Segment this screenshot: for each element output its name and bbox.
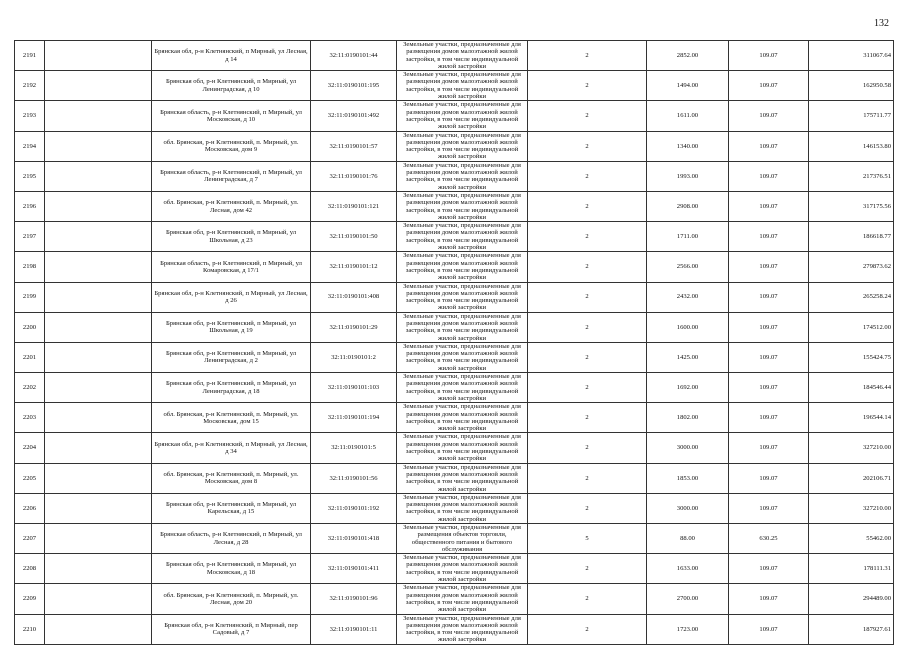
area-cell: 2432.00 — [647, 282, 729, 312]
land-use-cell: Земельные участки, предназначенные для размещения домов малоэтажной жилой застройки, в том числе индивидуальной жилой застройки — [397, 493, 528, 523]
table-row — [15, 71, 894, 101]
area-cell: 2566.00 — [647, 252, 729, 282]
row-number: 2210 — [15, 614, 45, 644]
land-use-cell: Земельные участки, предназначенные для размещения домов малоэтажной жилой застройки, в том числе индивидуальной жилой застройки — [397, 373, 528, 403]
spacer-cell — [45, 282, 152, 312]
row-number: 2199 — [15, 282, 45, 312]
category-cell: 2 — [528, 222, 647, 252]
area-cell: 1600.00 — [647, 312, 729, 342]
category-cell: 2 — [528, 373, 647, 403]
category-cell: 2 — [528, 554, 647, 584]
land-use-cell: Земельные участки, предназначенные для размещения домов малоэтажной жилой застройки, в том числе индивидуальной жилой застройки — [397, 463, 528, 493]
land-use-cell: Земельные участки, предназначенные для размещения домов малоэтажной жилой застройки, в том числе индивидуальной жилой застройки — [397, 222, 528, 252]
table-body — [15, 41, 894, 645]
address-cell: обл. Брянская, р-н Клетнянский, п. Мирный, ул. Лесная, дом 20 — [152, 584, 311, 614]
land-use-cell: Земельные участки, предназначенные для размещения домов малоэтажной жилой застройки, в том числе индивидуальной жилой застройки — [397, 584, 528, 614]
table-row — [15, 373, 894, 403]
category-cell: 2 — [528, 71, 647, 101]
cadastral-number-cell: 32:11:0190101:57 — [311, 131, 397, 161]
category-cell: 2 — [528, 131, 647, 161]
spacer-cell — [45, 554, 152, 584]
area-cell: 3000.00 — [647, 493, 729, 523]
land-use-cell: Земельные участки, предназначенные для размещения домов малоэтажной жилой застройки, в том числе индивидуальной жилой застройки — [397, 554, 528, 584]
spacer-cell — [45, 71, 152, 101]
area-cell: 1723.00 — [647, 614, 729, 644]
spacer-cell — [45, 373, 152, 403]
address-cell: Брянская обл, р-н Клетнянский, п Мирный, ул Лесная, д 26 — [152, 282, 311, 312]
cadastral-value-cell: 146153.80 — [809, 131, 894, 161]
area-cell: 3000.00 — [647, 433, 729, 463]
land-use-cell: Земельные участки, предназначенные для размещения домов малоэтажной жилой застройки, в том числе индивидуальной жилой застройки — [397, 342, 528, 372]
address-cell: обл. Брянская, р-н Клетнянский, п. Мирный, ул. Московская, дом 8 — [152, 463, 311, 493]
table-row — [15, 191, 894, 221]
area-cell: 1993.00 — [647, 161, 729, 191]
table-row — [15, 312, 894, 342]
spacer-cell — [45, 403, 152, 433]
spacer-cell — [45, 584, 152, 614]
unit-value-cell: 109.07 — [729, 403, 809, 433]
spacer-cell — [45, 131, 152, 161]
category-cell: 2 — [528, 493, 647, 523]
area-cell: 1853.00 — [647, 463, 729, 493]
cadastral-number-cell: 32:11:0190101:192 — [311, 493, 397, 523]
address-cell: Брянская обл, р-н Клетнянский, п Мирный, ул Школьная, д 19 — [152, 312, 311, 342]
unit-value-cell: 109.07 — [729, 101, 809, 131]
row-number: 2204 — [15, 433, 45, 463]
row-number: 2192 — [15, 71, 45, 101]
row-number: 2195 — [15, 161, 45, 191]
category-cell: 2 — [528, 312, 647, 342]
land-use-cell: Земельные участки, предназначенные для размещения домов малоэтажной жилой застройки, в том числе индивидуальной жилой застройки — [397, 161, 528, 191]
cadastral-number-cell: 32:11:0190101:11 — [311, 614, 397, 644]
unit-value-cell: 109.07 — [729, 161, 809, 191]
cadastral-number-cell: 32:11:0190101:5 — [311, 433, 397, 463]
row-number: 2200 — [15, 312, 45, 342]
cadastral-number-cell: 32:11:0190101:50 — [311, 222, 397, 252]
cadastral-value-cell: 186618.77 — [809, 222, 894, 252]
row-number: 2203 — [15, 403, 45, 433]
cadastral-number-cell: 32:11:0190101:44 — [311, 41, 397, 71]
row-number: 2197 — [15, 222, 45, 252]
category-cell: 2 — [528, 614, 647, 644]
land-use-cell: Земельные участки, предназначенные для размещения домов малоэтажной жилой застройки, в том числе индивидуальной жилой застройки — [397, 433, 528, 463]
cadastral-number-cell: 32:11:0190101:195 — [311, 71, 397, 101]
area-cell: 1340.00 — [647, 131, 729, 161]
address-cell: Брянская обл, р-н Клетнянский, п Мирный, ул Ленинградская, д 2 — [152, 342, 311, 372]
area-cell: 1611.00 — [647, 101, 729, 131]
area-cell: 2852.00 — [647, 41, 729, 71]
table-row — [15, 101, 894, 131]
cadastral-number-cell: 32:11:0190101:408 — [311, 282, 397, 312]
row-number: 2194 — [15, 131, 45, 161]
land-use-cell: Земельные участки, предназначенные для размещения домов малоэтажной жилой застройки, в том числе индивидуальной жилой застройки — [397, 41, 528, 71]
area-cell: 1802.00 — [647, 403, 729, 433]
category-cell: 2 — [528, 191, 647, 221]
spacer-cell — [45, 463, 152, 493]
category-cell: 2 — [528, 161, 647, 191]
row-number: 2198 — [15, 252, 45, 282]
cadastral-number-cell: 32:11:0190101:121 — [311, 191, 397, 221]
unit-value-cell: 109.07 — [729, 191, 809, 221]
address-cell: Брянская обл, р-н Клетнянский, п Мирный, ул Ленинградская, д 18 — [152, 373, 311, 403]
land-use-cell: Земельные участки, предназначенные для размещения объектов торговли, общественного питания и бытового обслуживания — [397, 524, 528, 554]
cadastral-number-cell: 32:11:0190101:411 — [311, 554, 397, 584]
unit-value-cell: 109.07 — [729, 342, 809, 372]
category-cell: 2 — [528, 433, 647, 463]
table-row — [15, 222, 894, 252]
land-use-cell: Земельные участки, предназначенные для размещения домов малоэтажной жилой застройки, в том числе индивидуальной жилой застройки — [397, 614, 528, 644]
unit-value-cell: 109.07 — [729, 131, 809, 161]
area-cell: 1633.00 — [647, 554, 729, 584]
table-row — [15, 342, 894, 372]
spacer-cell — [45, 101, 152, 131]
table-row — [15, 131, 894, 161]
category-cell: 2 — [528, 403, 647, 433]
unit-value-cell: 109.07 — [729, 41, 809, 71]
row-number: 2201 — [15, 342, 45, 372]
row-number: 2206 — [15, 493, 45, 523]
cadastral-value-cell: 311067.64 — [809, 41, 894, 71]
cadastral-number-cell: 32:11:0190101:12 — [311, 252, 397, 282]
cadastral-value-cell: 265258.24 — [809, 282, 894, 312]
row-number: 2207 — [15, 524, 45, 554]
category-cell: 2 — [528, 41, 647, 71]
table-row — [15, 41, 894, 71]
area-cell: 88.00 — [647, 524, 729, 554]
cadastral-value-cell: 217376.51 — [809, 161, 894, 191]
table-row — [15, 584, 894, 614]
cadastral-value-cell: 55462.00 — [809, 524, 894, 554]
area-cell: 1711.00 — [647, 222, 729, 252]
land-use-cell: Земельные участки, предназначенные для размещения домов малоэтажной жилой застройки, в том числе индивидуальной жилой застройки — [397, 191, 528, 221]
unit-value-cell: 109.07 — [729, 554, 809, 584]
address-cell: Брянская область, р-н Клетнянский, п Мирный, ул Комаровская, д 17/1 — [152, 252, 311, 282]
land-use-cell: Земельные участки, предназначенные для размещения домов малоэтажной жилой застройки, в том числе индивидуальной жилой застройки — [397, 403, 528, 433]
spacer-cell — [45, 493, 152, 523]
cadastral-number-cell: 32:11:0190101:103 — [311, 373, 397, 403]
cadastral-value-cell: 162950.58 — [809, 71, 894, 101]
table-row — [15, 433, 894, 463]
cadastral-number-cell: 32:11:0190101:96 — [311, 584, 397, 614]
land-use-cell: Земельные участки, предназначенные для размещения домов малоэтажной жилой застройки, в том числе индивидуальной жилой застройки — [397, 312, 528, 342]
category-cell: 5 — [528, 524, 647, 554]
table-row — [15, 252, 894, 282]
cadastral-number-cell: 32:11:0190101:29 — [311, 312, 397, 342]
address-cell: обл. Брянская, р-н Клетнянский, п. Мирный, ул. Московская, дом 15 — [152, 403, 311, 433]
row-number: 2191 — [15, 41, 45, 71]
spacer-cell — [45, 312, 152, 342]
spacer-cell — [45, 191, 152, 221]
unit-value-cell: 109.07 — [729, 614, 809, 644]
address-cell: Брянская обл, р-н Клетнянский, п Мирный, ул Московская, д 18 — [152, 554, 311, 584]
land-use-cell: Земельные участки, предназначенные для размещения домов малоэтажной жилой застройки, в том числе индивидуальной жилой застройки — [397, 252, 528, 282]
cadastral-value-cell: 174512.00 — [809, 312, 894, 342]
cadastral-number-cell: 32:11:0190101:492 — [311, 101, 397, 131]
area-cell: 2700.00 — [647, 584, 729, 614]
address-cell: Брянская обл, р-н Клетнянский, п Мирный, ул Лесная, д 34 — [152, 433, 311, 463]
cadastral-number-cell: 32:11:0190101:418 — [311, 524, 397, 554]
table-row — [15, 463, 894, 493]
address-cell: обл. Брянская, р-н Клетнянский, п. Мирный, ул. Лесная, дом 42 — [152, 191, 311, 221]
table-row — [15, 493, 894, 523]
unit-value-cell: 109.07 — [729, 584, 809, 614]
address-cell: Брянская область, р-н Клетнянский, п Мирный, ул Ленинградская, д 7 — [152, 161, 311, 191]
table-row — [15, 403, 894, 433]
table-row — [15, 554, 894, 584]
address-cell: Брянская обл, р-н Клетнянский, п Мирный, ул Карельская, д 15 — [152, 493, 311, 523]
page-number: 132 — [874, 18, 889, 29]
unit-value-cell: 109.07 — [729, 252, 809, 282]
cadastral-value-cell: 202106.71 — [809, 463, 894, 493]
address-cell: обл. Брянская, р-н Клетнянский, п. Мирный, ул. Московская, дом 9 — [152, 131, 311, 161]
spacer-cell — [45, 524, 152, 554]
area-cell: 1692.00 — [647, 373, 729, 403]
table-row — [15, 282, 894, 312]
row-number: 2196 — [15, 191, 45, 221]
address-cell: Брянская обл, р-н Клетнянский, п Мирный, пер Садовый, д 7 — [152, 614, 311, 644]
category-cell: 2 — [528, 463, 647, 493]
unit-value-cell: 109.07 — [729, 222, 809, 252]
unit-value-cell: 109.07 — [729, 433, 809, 463]
cadastral-value-table — [14, 40, 894, 645]
cadastral-value-cell: 327210.00 — [809, 493, 894, 523]
category-cell: 2 — [528, 342, 647, 372]
cadastral-value-cell: 178111.31 — [809, 554, 894, 584]
unit-value-cell: 109.07 — [729, 463, 809, 493]
area-cell: 1494.00 — [647, 71, 729, 101]
spacer-cell — [45, 161, 152, 191]
cadastral-value-cell: 187927.61 — [809, 614, 894, 644]
land-use-cell: Земельные участки, предназначенные для размещения домов малоэтажной жилой застройки, в том числе индивидуальной жилой застройки — [397, 71, 528, 101]
spacer-cell — [45, 41, 152, 71]
address-cell: Брянская область, р-н Клетнянский, п Мирный, ул Лесная, д 28 — [152, 524, 311, 554]
row-number: 2193 — [15, 101, 45, 131]
table-row — [15, 161, 894, 191]
cadastral-value-cell: 279873.62 — [809, 252, 894, 282]
cadastral-number-cell: 32:11:0190101:76 — [311, 161, 397, 191]
cadastral-value-cell: 196544.14 — [809, 403, 894, 433]
row-number: 2208 — [15, 554, 45, 584]
land-use-cell: Земельные участки, предназначенные для размещения домов малоэтажной жилой застройки, в том числе индивидуальной жилой застройки — [397, 131, 528, 161]
row-number: 2205 — [15, 463, 45, 493]
address-cell: Брянская обл, р-н Клетнянский, п Мирный, ул Школьная, д 23 — [152, 222, 311, 252]
area-cell: 2908.00 — [647, 191, 729, 221]
unit-value-cell: 109.07 — [729, 282, 809, 312]
spacer-cell — [45, 433, 152, 463]
category-cell: 2 — [528, 584, 647, 614]
spacer-cell — [45, 342, 152, 372]
cadastral-value-cell: 155424.75 — [809, 342, 894, 372]
area-cell: 1425.00 — [647, 342, 729, 372]
category-cell: 2 — [528, 101, 647, 131]
unit-value-cell: 109.07 — [729, 493, 809, 523]
cadastral-value-cell: 175711.77 — [809, 101, 894, 131]
spacer-cell — [45, 252, 152, 282]
unit-value-cell: 109.07 — [729, 312, 809, 342]
cadastral-number-cell: 32:11:0190101:56 — [311, 463, 397, 493]
table-row — [15, 524, 894, 554]
address-cell: Брянская область, р-н Клетнянский, п Мирный, ул Московская, д 10 — [152, 101, 311, 131]
spacer-cell — [45, 222, 152, 252]
unit-value-cell: 109.07 — [729, 373, 809, 403]
land-use-cell: Земельные участки, предназначенные для размещения домов малоэтажной жилой застройки, в том числе индивидуальной жилой застройки — [397, 282, 528, 312]
row-number: 2209 — [15, 584, 45, 614]
cadastral-value-cell: 294489.00 — [809, 584, 894, 614]
address-cell: Брянская обл, р-н Клетнянский, п Мирный, ул Лесная, д 14 — [152, 41, 311, 71]
cadastral-value-cell: 317175.56 — [809, 191, 894, 221]
address-cell: Брянская обл, р-н Клетнянский, п Мирный, ул Ленинградская, д 10 — [152, 71, 311, 101]
cadastral-number-cell: 32:11:0190101:2 — [311, 342, 397, 372]
cadastral-value-cell: 327210.00 — [809, 433, 894, 463]
cadastral-value-cell: 184546.44 — [809, 373, 894, 403]
cadastral-number-cell: 32:11:0190101:194 — [311, 403, 397, 433]
unit-value-cell: 109.07 — [729, 71, 809, 101]
category-cell: 2 — [528, 282, 647, 312]
land-use-cell: Земельные участки, предназначенные для размещения домов малоэтажной жилой застройки, в том числе индивидуальной жилой застройки — [397, 101, 528, 131]
row-number: 2202 — [15, 373, 45, 403]
category-cell: 2 — [528, 252, 647, 282]
unit-value-cell: 630.25 — [729, 524, 809, 554]
